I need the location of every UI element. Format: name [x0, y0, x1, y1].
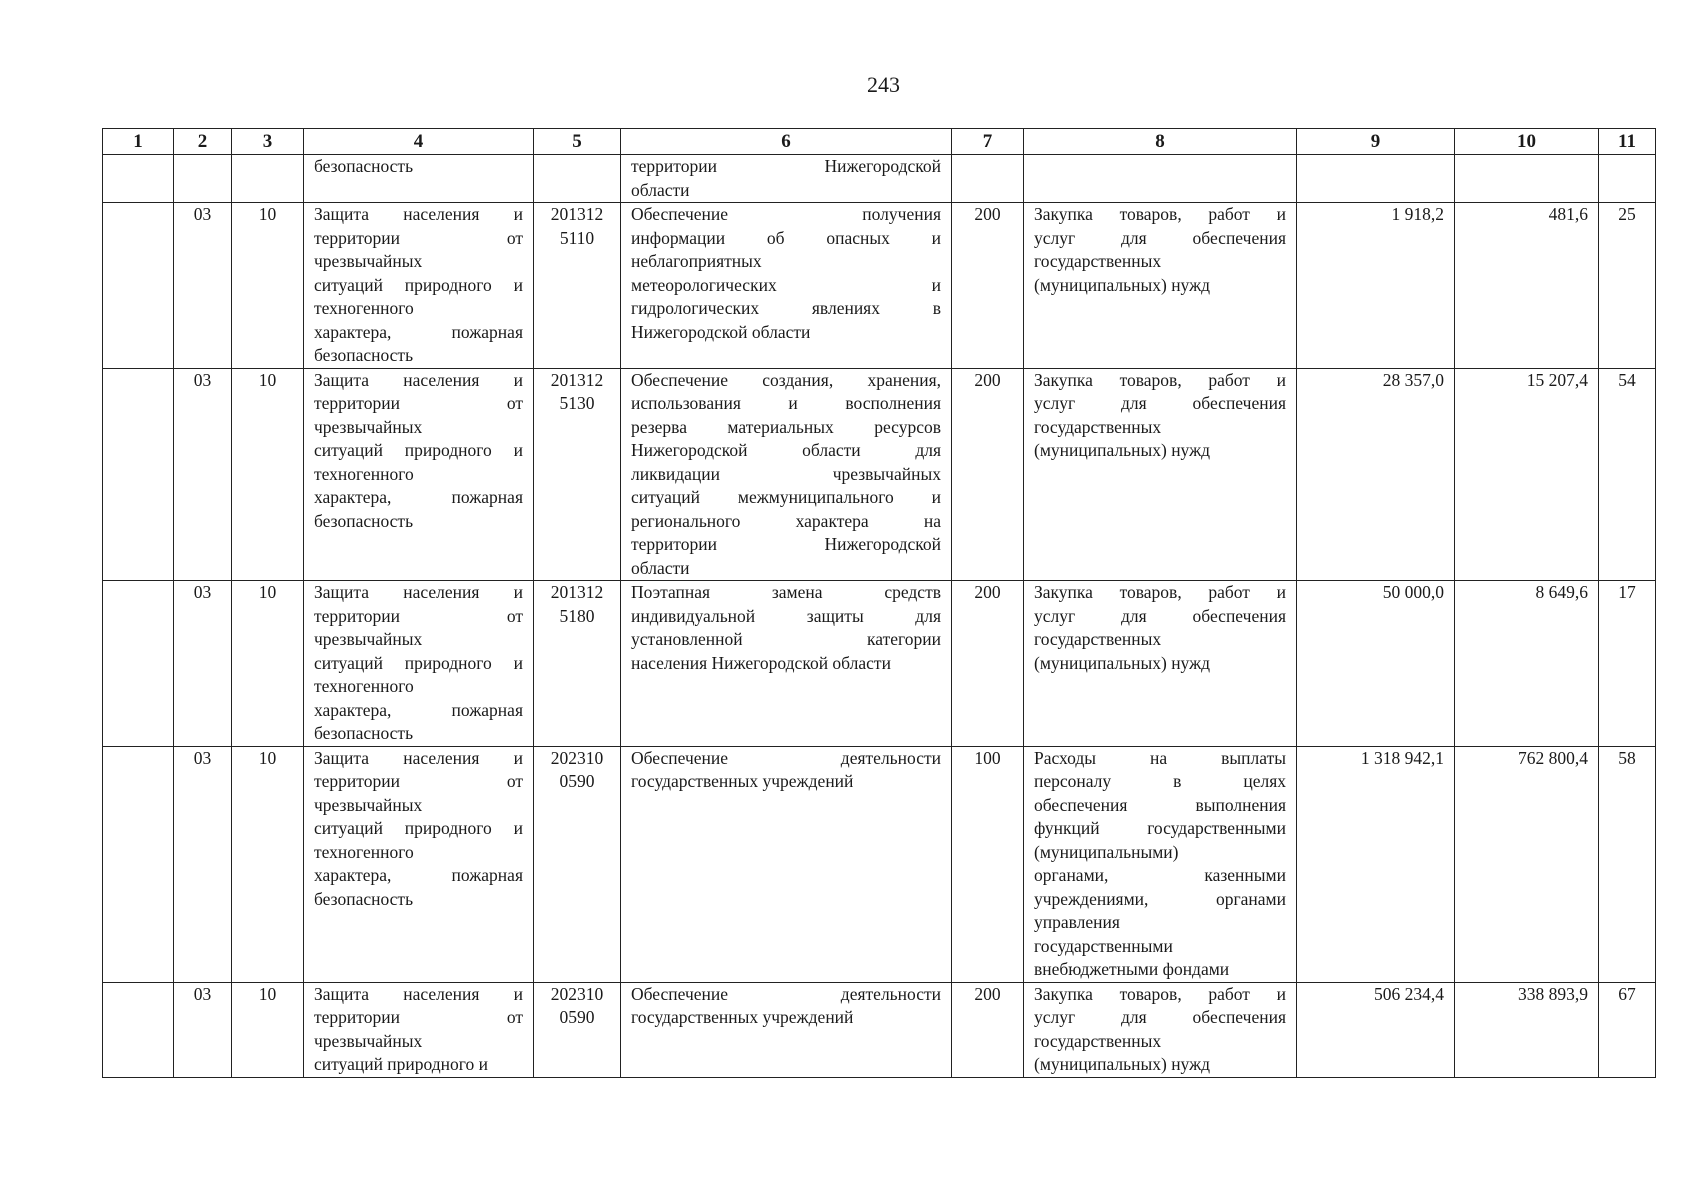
cell-target-name-line: населения Нижегородской области — [631, 652, 891, 673]
cell-expense-type-name-line: (муниципальных) нужд — [1034, 440, 1211, 460]
cell-target-name-line: использования и восполнения — [631, 393, 941, 413]
cell-planned-amount: 506 234,4 — [1297, 982, 1455, 1077]
cell-percent: 25 — [1599, 203, 1656, 369]
cell-section-name-line: ситуаций природного и — [314, 440, 523, 460]
cell-expense-type — [952, 155, 1024, 203]
cell-expense-type-name — [1024, 581, 1297, 747]
cell-target-name — [621, 746, 952, 982]
cell-expense-type-name-line: обеспечения выполнения — [1034, 794, 1286, 815]
column-header-1: 1 — [103, 129, 174, 155]
cell-expense-type-name — [1024, 203, 1297, 369]
cell-section-name — [304, 368, 534, 581]
cell-percent — [1599, 155, 1656, 203]
cell-target-name-line: государственных учреждений — [631, 771, 854, 791]
cell-target-name-line: неблагоприятных — [631, 251, 762, 271]
page-number: 243 — [867, 72, 900, 97]
cell-expense-type: 200 — [952, 982, 1024, 1077]
cell-target-name — [621, 368, 952, 581]
cell-target-name-line: Нижегородской области — [631, 321, 811, 342]
cell-col1 — [103, 155, 174, 203]
cell-expense-type-name-line: услуг для обеспечения — [1034, 605, 1286, 626]
cell-planned-amount: 28 357,0 — [1297, 368, 1455, 581]
cell-section-name-line: чрезвычайных — [314, 416, 423, 437]
cell-target-code: 201312 5180 — [534, 581, 621, 747]
cell-section-name-line: ситуаций природного и — [314, 1054, 489, 1074]
cell-section-name — [304, 746, 534, 982]
cell-col1 — [103, 581, 174, 747]
cell-target-name-line: ликвидации чрезвычайных — [631, 463, 941, 484]
cell-section-name-line: безопасность — [314, 888, 414, 909]
cell-section: 03 — [174, 203, 232, 369]
cell-target-name-line: резерва материальных ресурсов — [631, 416, 941, 437]
column-header-11: 11 — [1599, 129, 1656, 155]
column-header-9: 9 — [1297, 129, 1455, 155]
cell-expense-type-name-line: органами, казенными — [1034, 865, 1286, 885]
cell-target-code: 201312 5130 — [534, 368, 621, 581]
table-row — [103, 203, 1656, 369]
cell-section-name-line: безопасность — [314, 345, 414, 365]
cell-target-name-line: области — [631, 179, 690, 200]
cell-expense-type-name-line: персоналу в целях — [1034, 771, 1286, 791]
cell-section-name-line: техногенного — [314, 463, 414, 484]
cell-executed-amount: 338 893,9 — [1455, 982, 1599, 1077]
column-header-4: 4 — [304, 129, 534, 155]
cell-section-name — [304, 203, 534, 369]
cell-expense-type: 200 — [952, 368, 1024, 581]
cell-section-name-line: характера, пожарная — [314, 321, 523, 342]
cell-section-name-line: чрезвычайных — [314, 1030, 423, 1051]
column-header-3: 3 — [232, 129, 304, 155]
cell-target-name-line: Обеспечение создания, хранения, — [631, 369, 941, 390]
cell-executed-amount — [1455, 155, 1599, 203]
cell-expense-type-name-line: Расходы на выплаты — [1034, 747, 1286, 768]
cell-section-name-line: ситуаций природного и — [314, 274, 523, 295]
cell-section-name-line: территории от — [314, 605, 523, 626]
cell-section-name-line: Защита населения и — [314, 983, 523, 1004]
cell-target-name — [621, 155, 952, 203]
cell-target-name-line: Поэтапная замена средств — [631, 582, 941, 602]
cell-target-name-line: метеорологических и — [631, 274, 941, 295]
cell-section-name-line: безопасность — [314, 510, 414, 531]
cell-percent: 17 — [1599, 581, 1656, 747]
table-row — [103, 581, 1656, 747]
cell-section-name — [304, 581, 534, 747]
cell-expense-type-name-line: внебюджетными фондами — [1034, 959, 1230, 979]
table-body — [103, 155, 1656, 1078]
cell-executed-amount: 481,6 — [1455, 203, 1599, 369]
cell-expense-type-name-line: управления — [1034, 912, 1120, 932]
cell-percent: 67 — [1599, 982, 1656, 1077]
cell-section-name — [304, 982, 534, 1077]
cell-subsection: 10 — [232, 581, 304, 747]
cell-expense-type-name-line: Закупка товаров, работ и — [1034, 369, 1286, 390]
column-header-7: 7 — [952, 129, 1024, 155]
cell-expense-type-name-line: Закупка товаров, работ и — [1034, 582, 1286, 602]
cell-col1 — [103, 746, 174, 982]
cell-section-name-line: техногенного — [314, 841, 414, 862]
cell-section-name — [304, 155, 534, 203]
column-header-8: 8 — [1024, 129, 1297, 155]
cell-target-name-line: области — [631, 557, 690, 578]
cell-target-name-line: индивидуальной защиты для — [631, 605, 941, 626]
cell-planned-amount — [1297, 155, 1455, 203]
cell-section-name-line: Защита населения и — [314, 204, 523, 224]
cell-expense-type-name — [1024, 155, 1297, 203]
header-row — [103, 129, 1656, 155]
cell-section-name-line: Защита населения и — [314, 582, 523, 602]
cell-target-name-line: территории Нижегородской — [631, 156, 941, 176]
cell-target-code: 202310 0590 — [534, 982, 621, 1077]
cell-expense-type-name-line: государственных — [1034, 1030, 1162, 1051]
cell-percent: 58 — [1599, 746, 1656, 982]
cell-expense-type: 200 — [952, 581, 1024, 747]
cell-section-name-line: территории от — [314, 393, 523, 413]
cell-expense-type: 100 — [952, 746, 1024, 982]
table-row — [103, 368, 1656, 581]
cell-subsection: 10 — [232, 203, 304, 369]
cell-expense-type-name — [1024, 746, 1297, 982]
cell-target-name-line: Обеспечение деятельности — [631, 983, 941, 1004]
cell-target-code — [534, 155, 621, 203]
cell-subsection: 10 — [232, 982, 304, 1077]
cell-target-name — [621, 982, 952, 1077]
cell-expense-type-name-line: услуг для обеспечения — [1034, 1007, 1286, 1027]
cell-target-name-line: территории Нижегородской — [631, 534, 941, 554]
cell-section-name-line: территории от — [314, 227, 523, 248]
cell-section-name-line: чрезвычайных — [314, 629, 423, 649]
cell-section-name-line: чрезвычайных — [314, 251, 423, 271]
cell-expense-type-name — [1024, 982, 1297, 1077]
cell-executed-amount: 15 207,4 — [1455, 368, 1599, 581]
cell-subsection: 10 — [232, 368, 304, 581]
cell-subsection — [232, 155, 304, 203]
cell-target-name-line: информации об опасных и — [631, 227, 941, 248]
cell-section-name-line: Защита населения и — [314, 369, 523, 390]
cell-section-name-line: ситуаций природного и — [314, 652, 523, 673]
cell-target-name-line: ситуаций межмуниципального и — [631, 487, 941, 507]
cell-section-name-line: территории от — [314, 771, 523, 791]
cell-target-name — [621, 203, 952, 369]
cell-section-name-line: безопасность — [314, 156, 414, 176]
budget-table — [102, 128, 1656, 1078]
table-row — [103, 982, 1656, 1077]
cell-planned-amount: 1 318 942,1 — [1297, 746, 1455, 982]
cell-target-name-line: государственных учреждений — [631, 1007, 854, 1027]
table-row — [103, 746, 1656, 982]
cell-target-name — [621, 581, 952, 747]
cell-target-name-line: гидрологических явлениях в — [631, 298, 941, 318]
cell-expense-type-name-line: государственных — [1034, 629, 1162, 649]
cell-expense-type-name-line: функций государственными — [1034, 818, 1286, 838]
cell-section — [174, 155, 232, 203]
cell-percent: 54 — [1599, 368, 1656, 581]
cell-expense-type-name-line: (муниципальных) нужд — [1034, 1054, 1211, 1074]
cell-section-name-line: техногенного — [314, 676, 414, 696]
cell-section-name-line: чрезвычайных — [314, 794, 423, 815]
cell-target-name-line: установленной категории — [631, 629, 941, 649]
column-header-5: 5 — [534, 129, 621, 155]
cell-expense-type-name-line: (муниципальными) — [1034, 841, 1179, 862]
cell-section-name-line: ситуаций природного и — [314, 818, 523, 838]
cell-col1 — [103, 203, 174, 369]
cell-expense-type-name-line: государственных — [1034, 416, 1162, 437]
cell-expense-type-name-line: Закупка товаров, работ и — [1034, 983, 1286, 1004]
cell-expense-type: 200 — [952, 203, 1024, 369]
cell-planned-amount: 1 918,2 — [1297, 203, 1455, 369]
cell-col1 — [103, 982, 174, 1077]
cell-section: 03 — [174, 746, 232, 982]
cell-section-name-line: характера, пожарная — [314, 487, 523, 507]
cell-section-name-line: характера, пожарная — [314, 699, 523, 720]
cell-expense-type-name-line: услуг для обеспечения — [1034, 227, 1286, 248]
cell-executed-amount: 762 800,4 — [1455, 746, 1599, 982]
cell-section-name-line: территории от — [314, 1007, 523, 1027]
cell-expense-type-name-line: услуг для обеспечения — [1034, 393, 1286, 413]
cell-expense-type-name-line: государственными — [1034, 935, 1173, 956]
cell-expense-type-name-line: (муниципальных) нужд — [1034, 274, 1211, 295]
cell-col1 — [103, 368, 174, 581]
cell-executed-amount: 8 649,6 — [1455, 581, 1599, 747]
cell-section-name-line: безопасность — [314, 723, 414, 743]
cell-expense-type-name-line: государственных — [1034, 251, 1162, 271]
cell-target-code: 201312 5110 — [534, 203, 621, 369]
cell-target-name-line: Нижегородской области для — [631, 440, 941, 460]
cell-expense-type-name-line: (муниципальных) нужд — [1034, 652, 1211, 673]
cell-planned-amount: 50 000,0 — [1297, 581, 1455, 747]
cell-target-name-line: Обеспечение получения — [631, 204, 941, 224]
cell-target-code: 202310 0590 — [534, 746, 621, 982]
cell-expense-type-name — [1024, 368, 1297, 581]
cell-subsection: 10 — [232, 746, 304, 982]
cell-target-name-line: Обеспечение деятельности — [631, 747, 941, 768]
cell-section: 03 — [174, 581, 232, 747]
column-header-10: 10 — [1455, 129, 1599, 155]
cell-section: 03 — [174, 368, 232, 581]
cell-section: 03 — [174, 982, 232, 1077]
table-row — [103, 155, 1656, 203]
cell-section-name-line: характера, пожарная — [314, 865, 523, 885]
cell-section-name-line: Защита населения и — [314, 747, 523, 768]
cell-section-name-line: техногенного — [314, 298, 414, 318]
column-header-6: 6 — [621, 129, 952, 155]
cell-expense-type-name-line: учреждениями, органами — [1034, 888, 1286, 909]
cell-target-name-line: регионального характера на — [631, 510, 941, 531]
column-header-2: 2 — [174, 129, 232, 155]
cell-expense-type-name-line: Закупка товаров, работ и — [1034, 204, 1286, 224]
